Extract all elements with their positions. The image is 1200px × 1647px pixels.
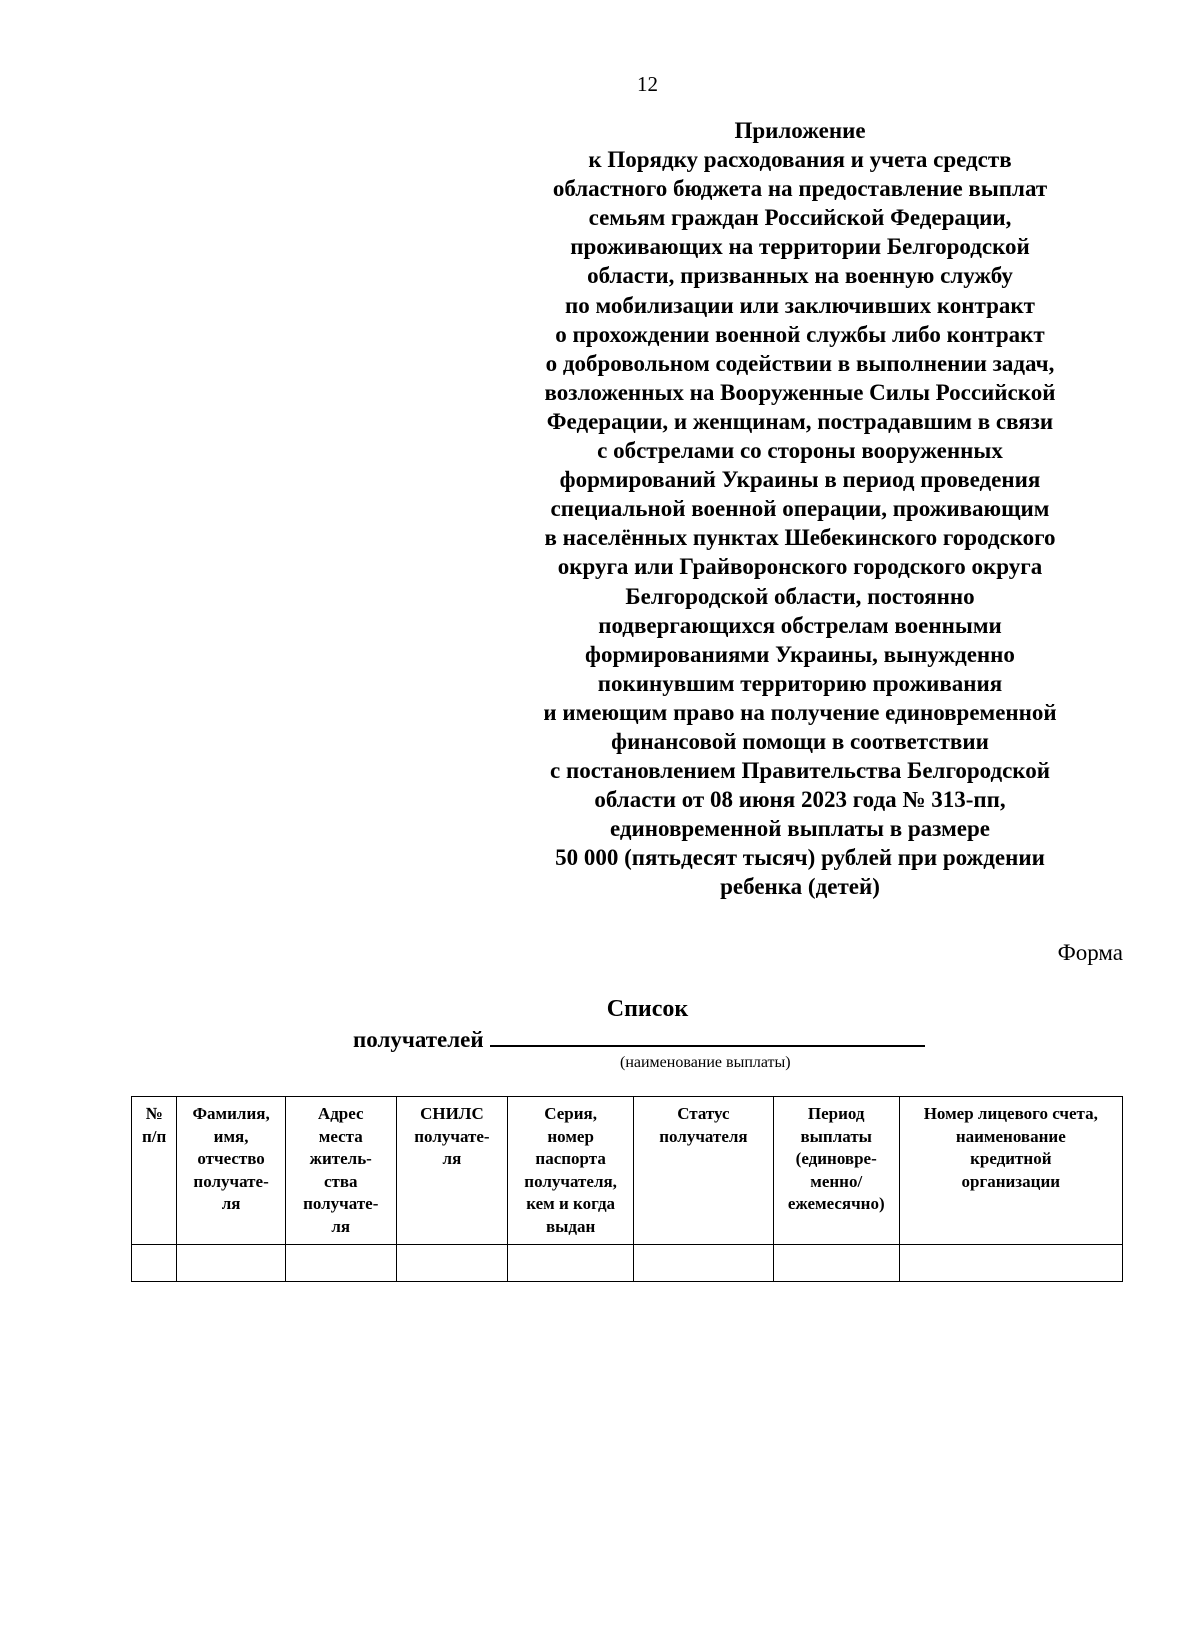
table-cell — [634, 1245, 774, 1282]
column-header-line: Период — [807, 1104, 865, 1123]
payment-name-hint: (наименование выплаты) — [620, 1054, 791, 1071]
appendix-line: о добровольном содействии в выполнении задач, — [545, 350, 1055, 376]
list-title: Список — [606, 996, 689, 1022]
appendix-line: в населённых пунктах Шебекинского городского — [544, 525, 1056, 551]
column-header-line: наименование — [955, 1126, 1066, 1146]
column-header-line: ля — [442, 1149, 462, 1168]
table-row — [132, 1245, 1123, 1282]
page-number: 12 — [637, 72, 658, 96]
column-header-line: номер — [547, 1126, 594, 1146]
column-header — [773, 1097, 899, 1245]
column-header-line: ля — [221, 1194, 241, 1213]
table-cell — [285, 1245, 396, 1282]
column-header-line: № — [145, 1104, 163, 1123]
appendix-line: области, призванных на военную службу — [587, 263, 1013, 289]
column-header-line: ля — [331, 1216, 351, 1236]
appendix-line: о прохождении военной службы либо контракт — [555, 321, 1045, 347]
column-header-line: менно/ — [810, 1171, 863, 1191]
column-header-line: п/п — [141, 1126, 167, 1146]
column-header-line: организации — [961, 1171, 1061, 1191]
column-header-line: выдан — [545, 1216, 596, 1236]
column-header-line: (единовре- — [795, 1149, 877, 1168]
column-header-line: паспорта — [535, 1149, 606, 1168]
column-header-line: житель- — [309, 1149, 372, 1168]
table-cell — [132, 1245, 177, 1282]
column-header-line: выплаты — [800, 1126, 872, 1146]
appendix-line: проживающих на территории Белгородской — [570, 234, 1030, 260]
column-header-line: места — [318, 1126, 363, 1146]
column-header-line: Номер лицевого счета, — [923, 1104, 1098, 1123]
column-header-line: Фамилия, — [192, 1104, 270, 1123]
column-header — [132, 1097, 177, 1245]
appendix-line: ребенка (детей) — [720, 874, 880, 900]
column-header-line: СНИЛС — [420, 1104, 484, 1123]
appendix-header — [495, 116, 1105, 902]
table-cell — [508, 1245, 634, 1282]
column-header-line: получате- — [193, 1171, 269, 1191]
appendix-line: семьям граждан Российской Федерации, — [588, 205, 1012, 231]
appendix-line: Федерации, и женщинам, пострадавшим в связи — [546, 408, 1054, 434]
table-cell — [899, 1245, 1122, 1282]
column-header — [177, 1097, 286, 1245]
column-header-line: кем и когда — [526, 1194, 616, 1213]
column-header — [634, 1097, 774, 1245]
recipients-table — [131, 1096, 1123, 1282]
appendix-line: возложенных на Вооруженные Силы Российской — [544, 379, 1056, 405]
appendix-line: единовременной выплаты в размере — [610, 816, 990, 842]
table-cell — [396, 1245, 508, 1282]
column-header-line: ства — [323, 1171, 358, 1191]
appendix-line: специальной военной операции, проживающим — [550, 496, 1050, 522]
table-cell — [773, 1245, 899, 1282]
column-header-line: получателя — [659, 1126, 748, 1146]
appendix-line: областного бюджета на предоставление выплат — [552, 176, 1048, 202]
column-header-line: имя, — [213, 1126, 249, 1146]
appendix-line: формирований Украины в период проведения — [559, 467, 1041, 493]
form-label: Форма — [1057, 940, 1123, 965]
appendix-line: Белгородской области, постоянно — [625, 583, 975, 609]
recipients-line — [353, 1027, 925, 1053]
recipients-label: получателей — [353, 1027, 484, 1052]
appendix-line: финансовой помощи в соответствии — [611, 728, 989, 754]
column-header — [899, 1097, 1122, 1245]
table-header-row — [132, 1097, 1123, 1245]
appendix-line: формированиями Украины, вынужденно — [585, 641, 1015, 667]
column-header-line: Адрес — [317, 1104, 364, 1123]
column-header — [396, 1097, 508, 1245]
appendix-line: подвергающихся обстрелам военными — [598, 612, 1002, 638]
appendix-line: и имеющим право на получение единовременной — [543, 699, 1057, 725]
column-header-line: ежемесячно) — [787, 1194, 885, 1213]
column-header-line: Статус — [677, 1104, 730, 1123]
column-header-line: получателя, — [524, 1171, 617, 1191]
column-header — [508, 1097, 634, 1245]
appendix-line: 50 000 (пятьдесят тысяч) рублей при рождении — [555, 845, 1045, 871]
column-header-line: Серия, — [544, 1104, 597, 1123]
column-header-line: получате- — [414, 1126, 490, 1146]
column-header-line: кредитной — [970, 1149, 1052, 1168]
appendix-line: Приложение — [734, 118, 866, 143]
appendix-line: к Порядку расходования и учета средств — [588, 147, 1012, 173]
table-cell — [177, 1245, 286, 1282]
appendix-line: округа или Грайворонского городского округа — [557, 554, 1043, 580]
appendix-line: области от 08 июня 2023 года № 313-пп, — [594, 787, 1006, 813]
payment-name-blank — [490, 1027, 925, 1047]
column-header — [285, 1097, 396, 1245]
appendix-line: покинувшим территорию проживания — [597, 670, 1003, 696]
appendix-line: по мобилизации или заключивших контракт — [565, 292, 1035, 318]
column-header-line: отчество — [197, 1149, 265, 1168]
appendix-line: с обстрелами со стороны вооруженных — [597, 438, 1003, 464]
appendix-line: с постановлением Правительства Белгородской — [549, 758, 1050, 784]
column-header-line: получате- — [303, 1194, 379, 1213]
